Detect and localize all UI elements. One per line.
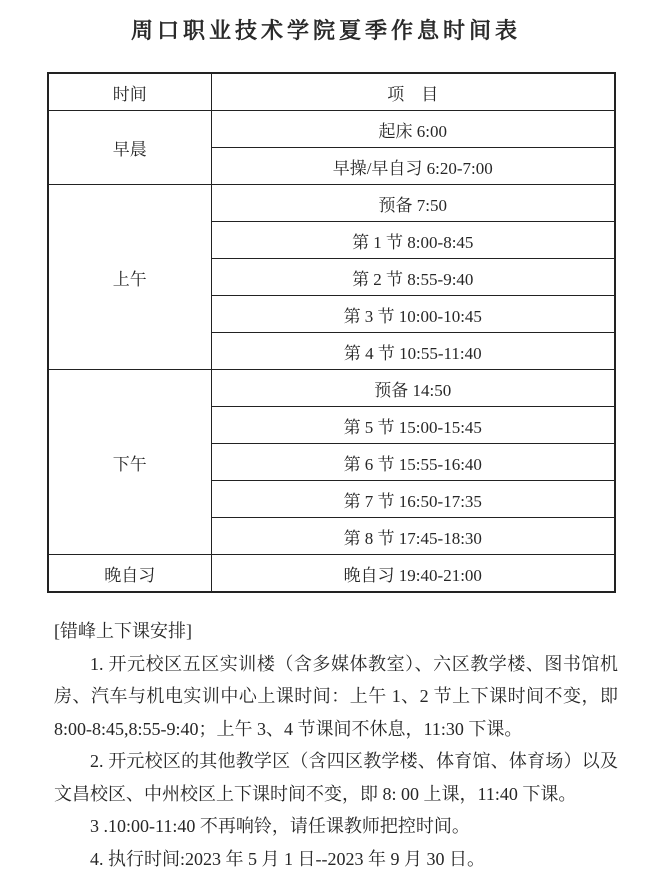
- item-cell: 第 2 节 8:55-9:40: [211, 259, 615, 296]
- note-paragraph-1: 1. 开元校区五区实训楼（含多媒体教室）、六区教学楼、图书馆机房、汽车与机电实训中心上课时间：上午 1、2 节上下课时间不变，即 8:00-8:45,8:55-9:40；上午 3、4 节课间不休息，11:30 下课。: [54, 648, 618, 746]
- item-cell: 起床 6:00: [211, 111, 615, 148]
- table-header-row: [48, 73, 615, 111]
- item-cell: 第 5 节 15:00-15:45: [211, 407, 615, 444]
- item-cell: 第 3 节 10:00-10:45: [211, 296, 615, 333]
- table-row: [48, 111, 615, 148]
- item-cell: 第 8 节 17:45-18:30: [211, 518, 615, 555]
- note-paragraph-2: 2. 开元校区的其他教学区（含四区教学楼、体育馆、体育场）以及文昌校区、中州校区上下课时间不变，即 8: 00 上课，11:40 下课。: [54, 745, 618, 810]
- item-cell: 第 4 节 10:55-11:40: [211, 333, 615, 370]
- page-title: 周口职业技术学院夏季作息时间表: [0, 0, 652, 46]
- note-paragraph-4: 4. 执行时间:2023 年 5 月 1 日--2023 年 9 月 30 日。: [54, 843, 618, 875]
- period-cell-morning: 早晨: [48, 111, 211, 185]
- table-row: [48, 370, 615, 407]
- notes-heading: [错峰上下课安排]: [54, 615, 618, 648]
- period-cell-evening: 晚自习: [48, 555, 211, 593]
- item-cell: 晚自习 19:40-21:00: [211, 555, 615, 593]
- table-row: [48, 555, 615, 593]
- period-cell-forenoon: 上午: [48, 185, 211, 370]
- header-time: 时间: [48, 73, 211, 111]
- item-cell: 第 6 节 15:55-16:40: [211, 444, 615, 481]
- item-cell: 预备 14:50: [211, 370, 615, 407]
- item-cell: 早操/早自习 6:20-7:00: [211, 148, 615, 185]
- notes-section: [54, 615, 618, 875]
- header-item: 项 目: [211, 73, 615, 111]
- period-cell-afternoon: 下午: [48, 370, 211, 555]
- table-row: [48, 185, 615, 222]
- note-paragraph-3: 3 .10:00-11:40 不再响铃，请任课教师把控时间。: [54, 810, 618, 843]
- item-cell: 第 1 节 8:00-8:45: [211, 222, 615, 259]
- schedule-table: [47, 72, 616, 593]
- item-cell: 预备 7:50: [211, 185, 615, 222]
- item-cell: 第 7 节 16:50-17:35: [211, 481, 615, 518]
